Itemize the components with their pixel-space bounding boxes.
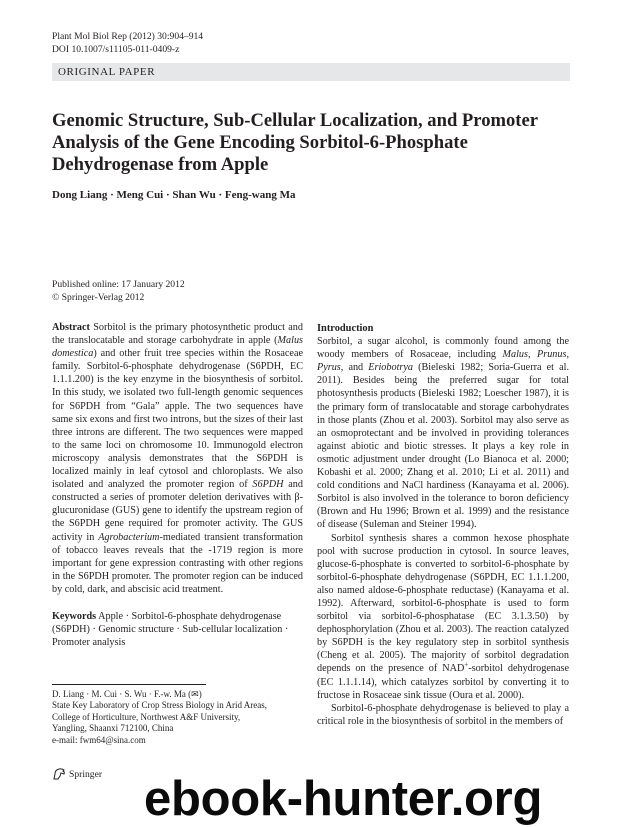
intro-paragraph-2: Sorbitol synthesis shares a common hexose phosphate pool with sucrose production in cytosol. In source leaves, glucose-6-phosphate is converted to sorbitol-6-phosphate by sorbitol-6-phosphate dehydrogenase (S6PDH, EC 1.1.1.200, also named aldose-6-phosphate reductase) (Kanayama et al. 1992). Afterward, sorbitol-6-phosphate is used to form sorbitol via sorbitol-6-phosphatase (EC 3.1.3.50) by dephosphorylation (Zhou et al. 2003). The reaction catalyzed by S6PDH is the key regulatory step in sorbitol synthesis (Cheng et al. 2005). The majority of sorbitol degradation depends on the presence of NAD+-sorbitol dehydrogenase (EC 1.1.1.14), which catalyzes sorbitol by converting it to fructose in Rosaceae sink tissue (Oura et al. 2000). [317,532,569,701]
section-heading-introduction: Introduction [317,323,374,334]
affiliation-names: D. Liang · M. Cui · S. Wu · F.-w. Ma (✉) [52,689,202,699]
published-online: Published online: 17 January 2012 [52,279,185,290]
publisher-logo [52,768,102,780]
journal-header [52,31,203,56]
abstract-label: Abstract [52,322,90,333]
publisher-name: Springer [69,768,103,780]
abstract: Abstract Sorbitol is the primary photosynthetic product and the translocatable and storage carbohydrate in apple (Malus domestica) and other fruit tree species within the Rosaceae family. Sorbitol-6-phosphate dehydrogenase (S6PDH, EC 1.1.1.200) is the key enzyme in the biosynthesis of sorbitol. In this study, we isolated two full-length genomic sequences for S6PDH from “Gala” apple. The two sequences have same six exons and first two introns, but the sizes of their last three introns are different. The two sequences were mapped to the same loci on chromosome 10. Immunogold electron microscopy analysis demonstrates that the S6PDH is localized mainly in leaf cytosol and chloroplasts. We also isolated and analyzed the promoter region of S6PDH and constructed a series of promoter deletion derivatives with β-glucuronidase (GUS) gene to identify the upstream region of the S6PDH gene required for promoter activity. The GUS activity in Agrobacterium-mediated transient transformation of tobacco leaves reveals that the -1719 region is more important for gene expression contrasting with other regions in the S6PDH promoter. The promoter region can be induced by cold, dark, and abscisic acid treatment. [52,322,303,595]
watermark: ebook-hunter.org [144,772,543,826]
intro-paragraph-1: Sorbitol, a sugar alcohol, is commonly found among the woody members of Rosaceae, including Malus, Prunus, Pyrus, and Eriobotrya (Bieleski 1982; Soria-Guerra et al. 2011). Besides being the preferred sugar for total photosynthesis products (Bieleski 1982; Loescher 1987), it is the primary form of translocatable and storage carbohydrates in those plants (Zhou et al. 2003). Sorbitol may also serve as an osmoprotectant and be involved in providing tolerances against abiotic and biotic stresses. It plays a key role in osmotic adjustment under drought (Lo Bianoca et al. 2000; Kobashi et al. 2000; Zhang et al. 2010; Li et al. 2011) and cold conditions and NaCl hardiness (Kanayama et al. 2006). Sorbitol is also involved in the tolerance to boron deficiency (Brown and Hu 1996; Brown et al. 1999) and the resistance of disease (Suleman and Steiner 1994). [317,336,569,531]
publication-info [52,279,185,304]
keywords: Keywords Apple · Sorbitol-6-phosphate dehydrogenase (S6PDH) · Genomic structure · Sub-cellular localization · Promoter analysis [52,610,289,649]
right-column [317,322,569,728]
doi: DOI 10.1007/s11105-011-0409-z [52,43,180,55]
affiliation: D. Liang · M. Cui · S. Wu · F.-w. Ma (✉) State Key Laboratory of Crop Stress Biology in Arid Areas, College of Horticulture, Northwest A&F University, Yangling, Shaanxi 712100, China e-mail: fwm64@sina.com [52,689,312,746]
contact-email[interactable]: e-mail: fwm64@sina.com [52,734,146,745]
author-list: Dong Liang · Meng Cui · Shan Wu · Feng-wang Ma [52,189,296,201]
copyright: © Springer-Verlag 2012 [52,291,145,303]
journal-citation: Plant Mol Biol Rep (2012) 30:904–914 [52,31,204,42]
paper-title: Genomic Structure, Sub-Cellular Localization, and Promoter Analysis of the Gene Encoding Sorbitol-6-Phosphate Dehydrogenase from Apple [52,110,538,175]
left-column [52,321,303,649]
section-label: ORIGINAL PAPER [58,66,156,78]
springer-horse-icon [52,768,66,780]
intro-paragraph-3: Sorbitol-6-phosphate dehydrogenase is believed to play a critical role in the biosynthesis of sorbitol in the members of [317,702,569,727]
footnote-rule [52,684,206,685]
keywords-label: Keywords [52,610,97,622]
